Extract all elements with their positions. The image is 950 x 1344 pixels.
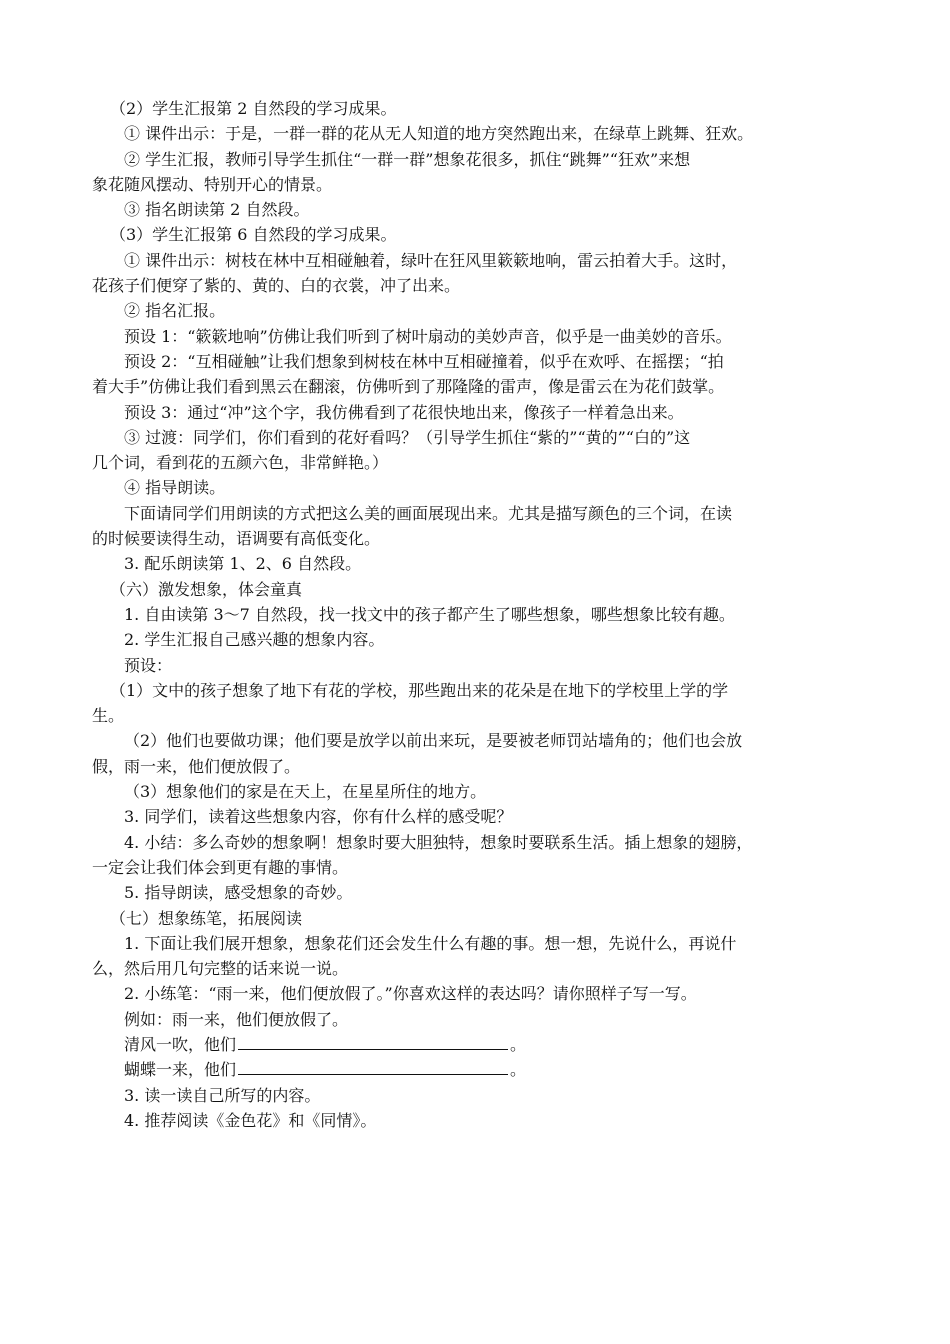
paragraph-line: 预设 3：通过“冲”这个字，我仿佛看到了花很快地出来，像孩子一样着急出来。 — [124, 402, 684, 422]
paragraph-line: ③ 指名朗读第 2 自然段。 — [124, 200, 310, 220]
section-heading: （七）想象练笔，拓展阅读 — [110, 908, 303, 928]
paragraph-line: （3）学生汇报第 6 自然段的学习成果。 — [110, 225, 397, 245]
paragraph-line: （2）他们也要做功课；他们要是放学以前出来玩，是要被老师罚站墙角的；他们也会放 — [124, 731, 743, 751]
paragraph-line: 预设 1：“簌簌地响”仿佛让我们听到了树叶扇动的美妙声音，似乎是一曲美妙的音乐。 — [124, 326, 732, 346]
paragraph-line: 1. 下面让我们展开想象，想象花们还会发生什么有趣的事。想一想，先说什么，再说什 — [124, 933, 737, 953]
document-body — [92, 96, 872, 1133]
fill-in-prefix: 清风一吹，他们 — [124, 1034, 237, 1054]
paragraph-line: 预设 2：“互相碰触”让我们想象到树枝在林中互相碰撞着，似乎在欢呼、在摇摆；“拍 — [124, 351, 724, 371]
paragraph-line: ② 指名汇报。 — [124, 301, 226, 321]
paragraph-line: 例如：雨一来，他们便放假了。 — [124, 1009, 349, 1029]
paragraph-line: 一定会让我们体会到更有趣的事情。 — [92, 857, 349, 877]
paragraph-line: 2. 小练笔：“雨一来，他们便放假了。”你喜欢这样的表达吗？请你照样子写一写。 — [124, 984, 697, 1004]
paragraph-line: 花孩子们便穿了紫的、黄的、白的衣裳，冲了出来。 — [92, 276, 461, 296]
paragraph-line: ③ 过渡：同学们，你们看到的花好看吗？（引导学生抓住“紫的”“黄的”“白的”这 — [124, 427, 691, 447]
paragraph-line: 生。 — [92, 706, 125, 726]
paragraph-line: 4. 推荐阅读《金色花》和《同情》。 — [124, 1110, 377, 1130]
fill-in-suffix: 。 — [510, 1060, 527, 1080]
paragraph-line: 4. 小结：多么奇妙的想象啊！想象时要大胆独特，想象时要联系生活。插上想象的翅膀， — [124, 832, 753, 852]
fill-in-prefix: 蝴蝶一来，他们 — [124, 1060, 237, 1080]
fill-in-suffix: 。 — [510, 1034, 527, 1054]
paragraph-line: ④ 指导朗读。 — [124, 478, 226, 498]
paragraph-line: （3）想象他们的家是在天上，在星星所住的地方。 — [124, 782, 487, 802]
fill-in-blank[interactable] — [238, 1033, 508, 1050]
paragraph-line: ② 学生汇报，教师引导学生抓住“一群一群”想象花很多，抓住“跳舞”“狂欢”来想 — [124, 149, 691, 169]
fill-in-blank[interactable] — [238, 1058, 508, 1075]
section-heading: （六）激发想象，体会童真 — [110, 579, 303, 599]
paragraph-line: 么，然后用几句完整的话来说一说。 — [92, 959, 349, 979]
paragraph-line: 1. 自由读第 3～7 自然段，找一找文中的孩子都产生了哪些想象，哪些想象比较有趣。 — [124, 604, 735, 624]
fill-in-line — [92, 1057, 872, 1082]
paragraph-line: 的时候要读得生动，语调要有高低变化。 — [92, 529, 381, 549]
paragraph-line: ① 课件出示：树枝在林中互相碰触着，绿叶在狂风里簌簌地响，雷云拍着大手。这时， — [124, 250, 738, 270]
paragraph-line: 3. 同学们，读着这些想象内容，你有什么样的感受呢？ — [124, 807, 513, 827]
paragraph-line: 3. 读一读自己所写的内容。 — [124, 1085, 321, 1105]
paragraph-line: （2）学生汇报第 2 自然段的学习成果。 — [110, 99, 397, 118]
paragraph-line: ① 课件出示：于是，一群一群的花从无人知道的地方突然跑出来，在绿草上跳舞、狂欢。 — [124, 124, 754, 144]
fill-in-line — [92, 1032, 872, 1057]
paragraph-line: 象花随风摆动、特别开心的情景。 — [92, 174, 333, 194]
paragraph-line: 下面请同学们用朗读的方式把这么美的画面展现出来。尤其是描写颜色的三个词，在读 — [124, 503, 733, 523]
paragraph-line: 假，雨一来，他们便放假了。 — [92, 756, 301, 776]
paragraph-line: 预设： — [124, 655, 173, 675]
paragraph-line: （1）文中的孩子想象了地下有花的学校，那些跑出来的花朵是在地下的学校里上学的学 — [110, 680, 729, 700]
paragraph-line: 2. 学生汇报自己感兴趣的想象内容。 — [124, 630, 385, 650]
paragraph-line: 5. 指导朗读，感受想象的奇妙。 — [124, 883, 353, 903]
paragraph-line: 着大手”仿佛让我们看到黑云在翻滚，仿佛听到了那隆隆的雷声，像是雷云在为花们鼓掌。 — [92, 377, 725, 397]
paragraph-line: 3. 配乐朗读第 1、2、6 自然段。 — [124, 554, 362, 574]
paragraph-line: 几个词，看到花的五颜六色，非常鲜艳。） — [92, 453, 389, 473]
